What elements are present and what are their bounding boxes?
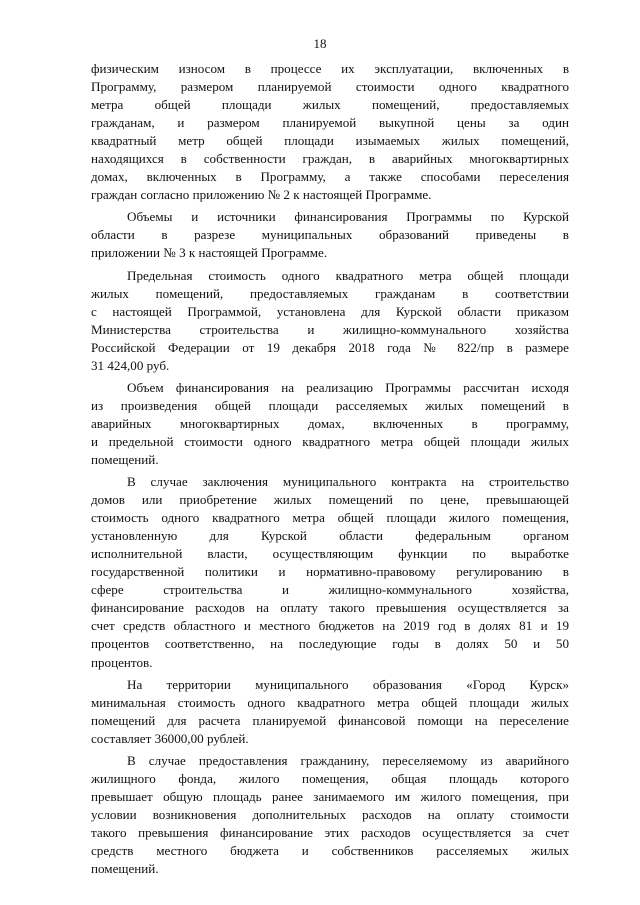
text-line: средств местного бюджета и собственников расселяемых жилых <box>91 842 569 858</box>
text-line: домах, включенных в Программу, а также способами переселения <box>91 169 569 185</box>
text-line: финансирование расходов на оплату такого превышения осуществляется за <box>91 600 569 616</box>
text-line: В случае предоставления гражданину, переселяемому из аварийного <box>127 752 569 768</box>
text-line: области в разрезе муниципальных образований приведены в <box>91 227 569 243</box>
text-line: исполнительной власти, осуществляющим функции по выработке <box>91 546 569 562</box>
paragraph-4 <box>91 379 569 469</box>
text-line: помещений для расчета планируемой финансовой помощи на переселение <box>91 712 569 728</box>
text-line: помещений. <box>91 451 159 467</box>
text-line: аварийных многоквартирных домах, включенных в программу, <box>91 415 569 431</box>
text-line: квадратный метр общей площади изымаемых жилых помещений, <box>91 133 569 149</box>
text-line: гражданам, и размером планируемой выкупной цены за один <box>91 115 569 131</box>
text-line: граждан согласно приложению № 2 к настоящей Программе. <box>91 187 432 203</box>
text-line: На территории муниципального образования «Город Курск» <box>127 676 569 692</box>
text-line: государственной политики и нормативно-правовому регулированию в <box>91 564 569 580</box>
text-line: процентов. <box>91 654 153 670</box>
paragraph-7 <box>91 752 569 878</box>
text-line: находящихся в собственности граждан, в аварийных многоквартирных <box>91 151 569 167</box>
text-line: сфере строительства и жилищно-коммунального хозяйства, <box>91 582 569 598</box>
text-line: Российской Федерации от 19 декабря 2018 года № 822/пр в размере <box>91 339 569 355</box>
text-line: В случае заключения муниципального контракта на строительство <box>127 474 569 490</box>
text-line: превышает общую площадь ранее занимаемого им жилого помещения, при <box>91 788 569 804</box>
text-line: из произведения общей площади расселяемых жилых помещений в <box>91 397 569 413</box>
text-line: жилищного фонда, жилого помещения, общая площадь которого <box>91 770 569 786</box>
text-line: составляет 36000,00 рублей. <box>91 730 249 746</box>
text-line: Объем финансирования на реализацию Программы рассчитан исходя <box>127 379 569 395</box>
text-line: Предельная стоимость одного квадратного метра общей площади <box>127 267 569 283</box>
text-line: жилых помещений, предоставляемых гражданам в соответствии <box>91 285 569 301</box>
text-line: процентов соответственно, на последующие годы в долях 50 и 50 <box>91 636 569 652</box>
text-line: условии возникновения дополнительных расходов на оплату стоимости <box>91 806 569 822</box>
paragraph-1 <box>91 60 569 204</box>
paragraph-2 <box>91 208 569 262</box>
text-line: домов или приобретение жилых помещений по цене, превышающей <box>91 492 569 508</box>
text-line: установленную для Курской области федеральным органом <box>91 528 569 544</box>
text-line: физическим износом в процессе их эксплуатации, включенных в <box>91 61 569 76</box>
document-body <box>91 60 569 882</box>
text-line: Министерства строительства и жилищно-коммунального хозяйства <box>91 321 569 337</box>
text-line: приложении № 3 к настоящей Программе. <box>91 245 328 261</box>
text-line: и предельной стоимости одного квадратного метра общей площади жилых <box>91 433 569 449</box>
text-line: минимальная стоимость одного квадратного метра общей площади жилых <box>91 694 569 710</box>
text-line: метра общей площади жилых помещений, предоставляемых <box>91 97 569 113</box>
paragraph-3 <box>91 267 569 375</box>
text-line: 31 424,00 руб. <box>91 357 170 373</box>
text-line: счет средств областного и местного бюджетов на 2019 год в долях 81 и 19 <box>91 618 569 634</box>
paragraph-6 <box>91 676 569 748</box>
text-line: с настоящей Программой, установлена для Курской области приказом <box>91 303 569 319</box>
text-line: Объемы и источники финансирования Программы по Курской <box>127 209 569 225</box>
text-line: Программу, размером планируемой стоимости одного квадратного <box>91 79 569 95</box>
paragraph-5 <box>91 473 569 672</box>
text-line: такого превышения финансирование этих расходов осуществляется за счет <box>91 824 569 840</box>
text-line: стоимость одного квадратного метра общей площади жилого помещения, <box>91 510 569 526</box>
text-line: помещений. <box>91 861 159 877</box>
page-number: 18 <box>313 36 327 51</box>
